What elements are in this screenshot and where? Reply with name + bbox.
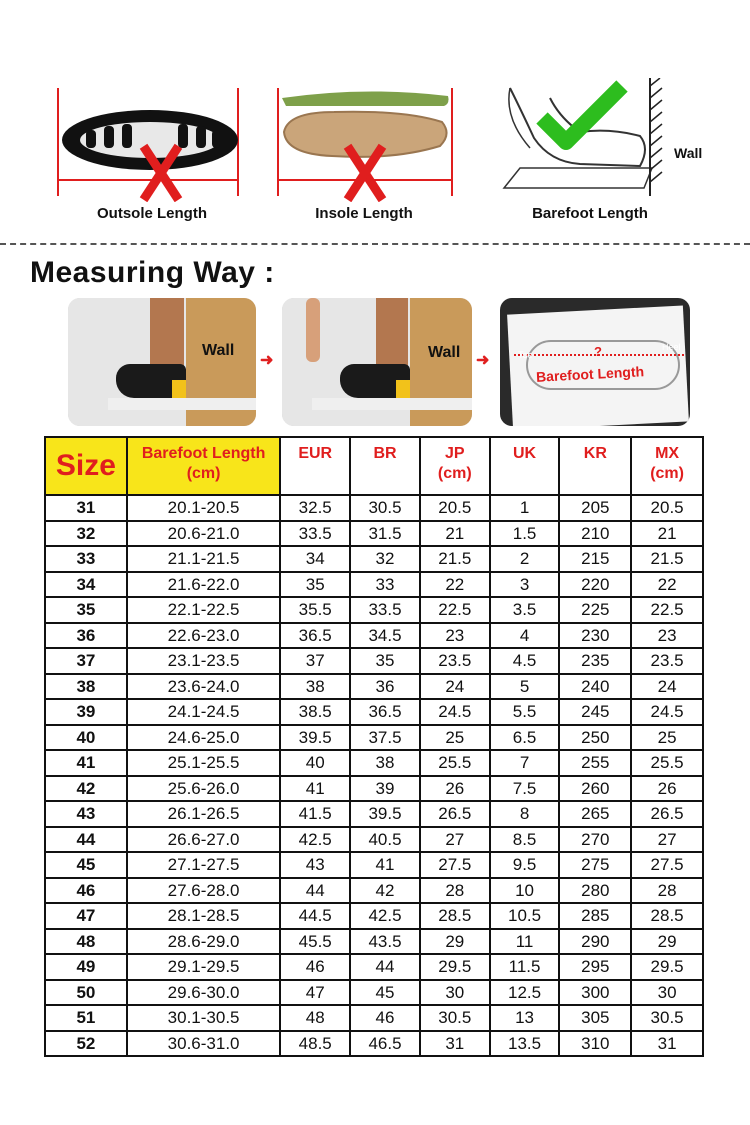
- cell-kr: 275: [559, 852, 631, 878]
- cell-barefoot-length: 27.6-28.0: [127, 878, 280, 904]
- cell-mx: 21: [631, 521, 703, 547]
- cell-br: 36: [350, 674, 420, 700]
- cell-jp: 23: [420, 623, 490, 649]
- cell-size: 32: [45, 521, 127, 547]
- cell-eur: 33.5: [280, 521, 350, 547]
- cell-jp: 21.5: [420, 546, 490, 572]
- cell-size: 31: [45, 495, 127, 521]
- toe-label: Toe: [518, 350, 533, 360]
- table-row: [45, 903, 703, 929]
- cell-br: 40.5: [350, 827, 420, 853]
- table-row: [45, 929, 703, 955]
- barefoot-length-photo-label: Barefoot Length: [535, 363, 645, 385]
- cell-barefoot-length: 26.6-27.0: [127, 827, 280, 853]
- cell-kr: 225: [559, 597, 631, 623]
- cell-kr: 250: [559, 725, 631, 751]
- cell-mx: 31: [631, 1031, 703, 1057]
- cell-eur: 45.5: [280, 929, 350, 955]
- cell-uk: 8: [490, 801, 560, 827]
- table-row: [45, 1031, 703, 1057]
- cell-eur: 44: [280, 878, 350, 904]
- cell-kr: 230: [559, 623, 631, 649]
- cell-br: 38: [350, 750, 420, 776]
- outsole-illustration: [52, 84, 244, 202]
- cell-barefoot-length: 26.1-26.5: [127, 801, 280, 827]
- header-br: BR: [350, 437, 420, 495]
- cell-mx: 24.5: [631, 699, 703, 725]
- table-row: [45, 980, 703, 1006]
- cell-mx: 25: [631, 725, 703, 751]
- cell-uk: 13.5: [490, 1031, 560, 1057]
- cell-barefoot-length: 22.6-23.0: [127, 623, 280, 649]
- cell-kr: 205: [559, 495, 631, 521]
- arrow-icon: ➜: [476, 352, 490, 369]
- cell-br: 45: [350, 980, 420, 1006]
- cell-jp: 27.5: [420, 852, 490, 878]
- wall-measure-photo-2: [282, 298, 472, 426]
- cell-jp: 23.5: [420, 648, 490, 674]
- cell-size: 40: [45, 725, 127, 751]
- cell-jp: 30: [420, 980, 490, 1006]
- cell-uk: 1.5: [490, 521, 560, 547]
- table-row: [45, 495, 703, 521]
- section-divider: [0, 243, 750, 245]
- cell-size: 48: [45, 929, 127, 955]
- cell-size: 41: [45, 750, 127, 776]
- cell-uk: 6.5: [490, 725, 560, 751]
- table-row: [45, 1005, 703, 1031]
- table-row: [45, 521, 703, 547]
- cell-size: 34: [45, 572, 127, 598]
- cell-kr: 245: [559, 699, 631, 725]
- cell-uk: 1: [490, 495, 560, 521]
- cell-size: 36: [45, 623, 127, 649]
- cell-uk: 3: [490, 572, 560, 598]
- cell-mx: 30: [631, 980, 703, 1006]
- cell-jp: 26: [420, 776, 490, 802]
- table-row: [45, 878, 703, 904]
- cell-br: 42: [350, 878, 420, 904]
- header-barefoot-length: Barefoot Length (cm): [127, 437, 280, 495]
- header-eur: EUR: [280, 437, 350, 495]
- cell-size: 52: [45, 1031, 127, 1057]
- size-chart-table: [44, 436, 704, 1057]
- cell-eur: 32.5: [280, 495, 350, 521]
- table-row: [45, 546, 703, 572]
- table-row: [45, 674, 703, 700]
- cell-barefoot-length: 24.1-24.5: [127, 699, 280, 725]
- cell-eur: 34: [280, 546, 350, 572]
- cell-mx: 27: [631, 827, 703, 853]
- cell-jp: 24: [420, 674, 490, 700]
- measuring-way-title: Measuring Way :: [30, 256, 275, 289]
- cell-mx: 26: [631, 776, 703, 802]
- cell-kr: 210: [559, 521, 631, 547]
- cell-kr: 310: [559, 1031, 631, 1057]
- header-uk: UK: [490, 437, 560, 495]
- cell-barefoot-length: 29.6-30.0: [127, 980, 280, 1006]
- cell-size: 44: [45, 827, 127, 853]
- cell-kr: 240: [559, 674, 631, 700]
- cell-mx: 23: [631, 623, 703, 649]
- insole-length-caption: Insole Length: [315, 205, 413, 222]
- table-row: [45, 648, 703, 674]
- cell-kr: 215: [559, 546, 631, 572]
- cell-eur: 41.5: [280, 801, 350, 827]
- cell-barefoot-length: 28.6-29.0: [127, 929, 280, 955]
- cell-size: 33: [45, 546, 127, 572]
- cell-size: 50: [45, 980, 127, 1006]
- cell-mx: 26.5: [631, 801, 703, 827]
- cell-br: 39: [350, 776, 420, 802]
- cell-size: 46: [45, 878, 127, 904]
- wall-label-top: Wall: [674, 145, 703, 161]
- cell-size: 35: [45, 597, 127, 623]
- wall-label-photo-2: Wall: [428, 344, 461, 361]
- cell-uk: 13: [490, 1005, 560, 1031]
- cell-eur: 44.5: [280, 903, 350, 929]
- arrow-icon: ➜: [260, 352, 274, 369]
- cell-br: 46: [350, 1005, 420, 1031]
- cell-jp: 25.5: [420, 750, 490, 776]
- table-row: [45, 750, 703, 776]
- cell-barefoot-length: 29.1-29.5: [127, 954, 280, 980]
- cell-mx: 27.5: [631, 852, 703, 878]
- cell-barefoot-length: 28.1-28.5: [127, 903, 280, 929]
- cell-jp: 29.5: [420, 954, 490, 980]
- cell-br: 43.5: [350, 929, 420, 955]
- cell-kr: 305: [559, 1005, 631, 1031]
- cell-uk: 8.5: [490, 827, 560, 853]
- cell-eur: 35: [280, 572, 350, 598]
- cell-br: 30.5: [350, 495, 420, 521]
- cell-eur: 38.5: [280, 699, 350, 725]
- cell-jp: 26.5: [420, 801, 490, 827]
- cell-eur: 41: [280, 776, 350, 802]
- cell-size: 47: [45, 903, 127, 929]
- cell-size: 42: [45, 776, 127, 802]
- cell-uk: 12.5: [490, 980, 560, 1006]
- cell-size: 37: [45, 648, 127, 674]
- cell-uk: 5.5: [490, 699, 560, 725]
- cell-br: 33: [350, 572, 420, 598]
- barefoot-length-photo: [500, 298, 690, 426]
- cell-mx: 23.5: [631, 648, 703, 674]
- cell-br: 44: [350, 954, 420, 980]
- cell-br: 35: [350, 648, 420, 674]
- cell-kr: 220: [559, 572, 631, 598]
- cell-uk: 7: [490, 750, 560, 776]
- table-header-row: [45, 437, 703, 495]
- cell-barefoot-length: 22.1-22.5: [127, 597, 280, 623]
- cell-jp: 22.5: [420, 597, 490, 623]
- cell-uk: 4: [490, 623, 560, 649]
- header-kr: KR: [559, 437, 631, 495]
- table-row: [45, 776, 703, 802]
- cell-jp: 29: [420, 929, 490, 955]
- cell-barefoot-length: 23.6-24.0: [127, 674, 280, 700]
- cell-eur: 35.5: [280, 597, 350, 623]
- cell-br: 46.5: [350, 1031, 420, 1057]
- cell-mx: 29.5: [631, 954, 703, 980]
- cell-jp: 22: [420, 572, 490, 598]
- table-row: [45, 572, 703, 598]
- cell-uk: 2: [490, 546, 560, 572]
- cell-kr: 270: [559, 827, 631, 853]
- table-row: [45, 827, 703, 853]
- cell-eur: 43: [280, 852, 350, 878]
- cell-eur: 40: [280, 750, 350, 776]
- cell-size: 39: [45, 699, 127, 725]
- cell-barefoot-length: 30.1-30.5: [127, 1005, 280, 1031]
- cell-mx: 28: [631, 878, 703, 904]
- cell-jp: 25: [420, 725, 490, 751]
- table-row: [45, 725, 703, 751]
- barefoot-length-caption: Barefoot Length: [532, 205, 648, 222]
- cell-br: 41: [350, 852, 420, 878]
- cell-barefoot-length: 21.1-21.5: [127, 546, 280, 572]
- cell-barefoot-length: 25.6-26.0: [127, 776, 280, 802]
- table-row: [45, 623, 703, 649]
- cell-barefoot-length: 24.6-25.0: [127, 725, 280, 751]
- cell-kr: 235: [559, 648, 631, 674]
- cell-kr: 265: [559, 801, 631, 827]
- cell-kr: 255: [559, 750, 631, 776]
- cell-uk: 5: [490, 674, 560, 700]
- cell-eur: 48: [280, 1005, 350, 1031]
- cell-eur: 47: [280, 980, 350, 1006]
- check-mark: [542, 86, 622, 142]
- cell-mx: 29: [631, 929, 703, 955]
- cell-uk: 3.5: [490, 597, 560, 623]
- heel-label: Heel: [662, 342, 681, 352]
- cell-size: 51: [45, 1005, 127, 1031]
- cell-mx: 25.5: [631, 750, 703, 776]
- cell-barefoot-length: 30.6-31.0: [127, 1031, 280, 1057]
- question-mark: ?: [594, 344, 602, 359]
- cell-mx: 30.5: [631, 1005, 703, 1031]
- cell-br: 39.5: [350, 801, 420, 827]
- cell-jp: 24.5: [420, 699, 490, 725]
- cell-br: 32: [350, 546, 420, 572]
- cell-barefoot-length: 21.6-22.0: [127, 572, 280, 598]
- table-row: [45, 852, 703, 878]
- cell-size: 43: [45, 801, 127, 827]
- size-table-body: [45, 495, 703, 1056]
- cell-br: 31.5: [350, 521, 420, 547]
- cell-jp: 30.5: [420, 1005, 490, 1031]
- cell-br: 34.5: [350, 623, 420, 649]
- cell-br: 36.5: [350, 699, 420, 725]
- cell-mx: 28.5: [631, 903, 703, 929]
- cell-uk: 10: [490, 878, 560, 904]
- cell-jp: 28: [420, 878, 490, 904]
- cell-barefoot-length: 20.1-20.5: [127, 495, 280, 521]
- cell-jp: 21: [420, 521, 490, 547]
- cell-kr: 290: [559, 929, 631, 955]
- cell-eur: 42.5: [280, 827, 350, 853]
- cell-mx: 24: [631, 674, 703, 700]
- cell-eur: 48.5: [280, 1031, 350, 1057]
- cell-br: 42.5: [350, 903, 420, 929]
- cell-mx: 20.5: [631, 495, 703, 521]
- cell-barefoot-length: 27.1-27.5: [127, 852, 280, 878]
- table-row: [45, 597, 703, 623]
- cell-kr: 260: [559, 776, 631, 802]
- cell-mx: 22.5: [631, 597, 703, 623]
- cell-size: 38: [45, 674, 127, 700]
- cell-uk: 11: [490, 929, 560, 955]
- cell-barefoot-length: 25.1-25.5: [127, 750, 280, 776]
- cell-barefoot-length: 23.1-23.5: [127, 648, 280, 674]
- cell-eur: 39.5: [280, 725, 350, 751]
- cell-jp: 28.5: [420, 903, 490, 929]
- cell-kr: 280: [559, 878, 631, 904]
- cell-eur: 46: [280, 954, 350, 980]
- cell-uk: 4.5: [490, 648, 560, 674]
- table-row: [45, 954, 703, 980]
- cell-eur: 38: [280, 674, 350, 700]
- header-jp: JP (cm): [420, 437, 490, 495]
- barefoot-illustration: [490, 78, 680, 202]
- cell-br: 33.5: [350, 597, 420, 623]
- header-mx: MX (cm): [631, 437, 703, 495]
- cell-barefoot-length: 20.6-21.0: [127, 521, 280, 547]
- cell-kr: 295: [559, 954, 631, 980]
- cell-kr: 300: [559, 980, 631, 1006]
- cell-kr: 285: [559, 903, 631, 929]
- wall-label-photo-1: Wall: [202, 342, 235, 359]
- cell-jp: 27: [420, 827, 490, 853]
- header-size: Size: [45, 437, 127, 495]
- cell-mx: 21.5: [631, 546, 703, 572]
- table-row: [45, 801, 703, 827]
- insole-illustration: [274, 84, 456, 202]
- cell-uk: 9.5: [490, 852, 560, 878]
- table-row: [45, 699, 703, 725]
- cell-uk: 11.5: [490, 954, 560, 980]
- cell-mx: 22: [631, 572, 703, 598]
- cell-eur: 37: [280, 648, 350, 674]
- cell-jp: 20.5: [420, 495, 490, 521]
- cell-br: 37.5: [350, 725, 420, 751]
- cell-eur: 36.5: [280, 623, 350, 649]
- cell-size: 45: [45, 852, 127, 878]
- cell-jp: 31: [420, 1031, 490, 1057]
- cell-size: 49: [45, 954, 127, 980]
- wall-measure-photo-1: [68, 298, 256, 426]
- cell-uk: 7.5: [490, 776, 560, 802]
- outsole-length-caption: Outsole Length: [97, 205, 207, 222]
- cell-uk: 10.5: [490, 903, 560, 929]
